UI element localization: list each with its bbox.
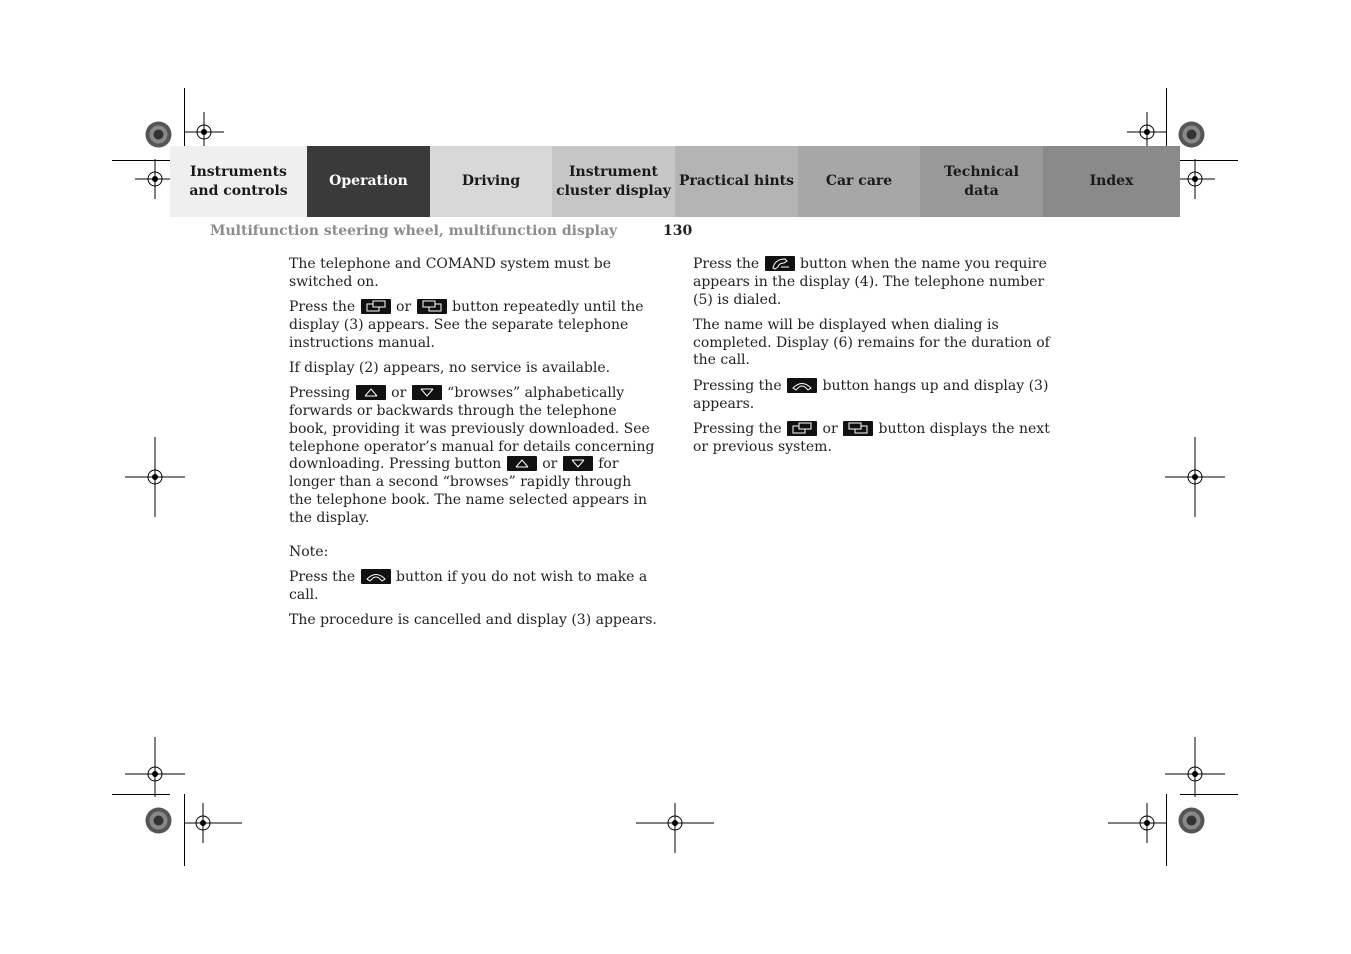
tab-label: Technical data <box>944 163 1019 199</box>
color-target-icon <box>1178 807 1205 834</box>
tab-technical-data[interactable] <box>920 146 1043 217</box>
tab-instruments-and-controls[interactable] <box>170 146 307 217</box>
color-target-icon <box>145 807 172 834</box>
paragraph: If display (2) appears, no service is available. <box>289 359 611 376</box>
tab-operation[interactable] <box>307 146 430 217</box>
down-arrow-icon <box>412 385 442 400</box>
color-target-icon <box>145 121 172 148</box>
phone-end-icon <box>361 569 391 584</box>
up-arrow-icon <box>507 456 537 471</box>
paragraph: Pressing the button hangs up and display (3) appears. <box>693 377 1049 412</box>
tab-label: Driving <box>461 173 521 189</box>
page-number: 130 <box>663 223 693 239</box>
tab-label: Index <box>1089 173 1134 189</box>
tab-index[interactable] <box>1043 146 1180 217</box>
tab-instrument-cluster-display[interactable] <box>552 146 675 217</box>
tab-label: Car care <box>825 173 893 189</box>
page-back-icon <box>361 299 391 314</box>
tab-label: Operation <box>329 173 408 189</box>
registration-mark-icon <box>636 803 714 853</box>
page-back-icon <box>787 421 817 436</box>
note-label: Note: <box>289 543 329 560</box>
tab-label: Instrument cluster display <box>556 163 671 199</box>
registration-mark-icon <box>1175 159 1215 199</box>
section-title: Multifunction steering wheel, multifunction display <box>210 223 618 239</box>
phone-send-icon <box>765 256 795 271</box>
registration-mark-icon <box>1165 737 1225 797</box>
left-column <box>289 256 657 637</box>
paragraph: Press the button if you do not wish to make a call. <box>289 568 648 603</box>
registration-mark-icon <box>1108 803 1166 843</box>
paragraph: Press the or button repeatedly until the display (3) appears. See the separate telephone instructions manual. <box>289 299 644 351</box>
paragraph: The name will be displayed when dialing is completed. Display (6) remains for the duration of the call. <box>693 316 1050 369</box>
registration-mark-icon <box>184 803 242 843</box>
tab-label: Instruments and controls <box>189 163 288 199</box>
page-forward-icon <box>843 421 873 436</box>
registration-mark-icon <box>135 159 175 199</box>
tab-practical-hints[interactable] <box>675 146 798 217</box>
tab-driving[interactable] <box>430 146 552 217</box>
registration-mark-icon <box>125 737 185 797</box>
paragraph: The procedure is cancelled and display (3) appears. <box>289 612 657 629</box>
phone-end-icon <box>787 378 817 393</box>
registration-mark-icon <box>125 437 185 517</box>
paragraph: Pressing the or button displays the next or previous system. <box>693 420 1050 455</box>
tab-label: Practical hints <box>678 173 795 189</box>
registration-mark-icon <box>1165 437 1225 517</box>
up-arrow-icon <box>356 385 386 400</box>
page-forward-icon <box>417 299 447 314</box>
paragraph: Press the button when the name you require appears in the display (4). The telephone number (5) is dialed. <box>693 256 1047 308</box>
chapter-nav <box>170 146 1180 217</box>
tab-car-care[interactable] <box>798 146 920 217</box>
color-target-icon <box>1178 121 1205 148</box>
down-arrow-icon <box>563 456 593 471</box>
paragraph: Pressing or “browses” alphabetically forwards or backwards through the telephone book, providing it was previously downloaded. See telephone operator’s manual for details concerning downloading. Pressing button or for longer than a second “browses” rapidly through the telephone book. The name selected appears in the display. <box>289 385 655 526</box>
right-column <box>693 256 1061 464</box>
paragraph: The telephone and COMAND system must be switched on. <box>289 256 611 290</box>
